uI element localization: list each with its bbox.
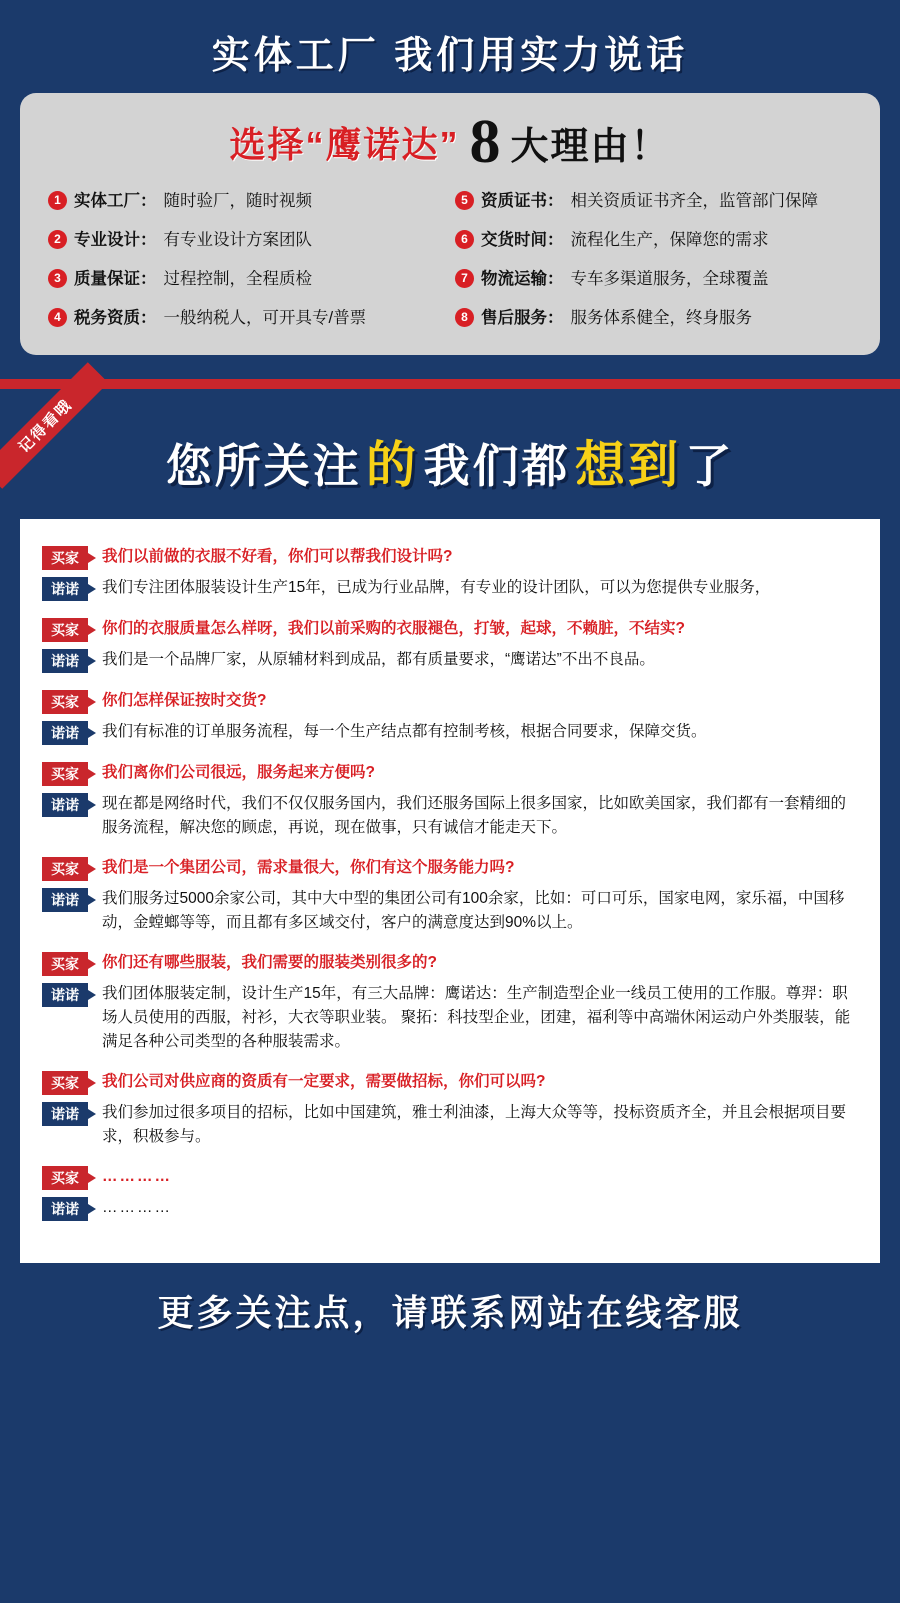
faq-item xyxy=(42,617,854,689)
reasons-title-suffix: 大理由！ xyxy=(510,126,671,169)
seller-tag: 诺诺 xyxy=(42,1197,88,1221)
faq-answer-line xyxy=(42,887,854,935)
faq-question: 你们还有哪些服装，我们需要的服装类别很多的? xyxy=(102,953,437,971)
faq-item xyxy=(42,1070,854,1165)
faq-question: 你们的衣服质量怎么样呀，我们以前采购的衣服褪色，打皱，起球，不赖脏，不结实? xyxy=(102,619,685,637)
reason-number-badge: 8 xyxy=(455,308,474,327)
reasons-grid xyxy=(48,187,852,329)
buyer-tag: 买家 xyxy=(42,1071,88,1095)
buyer-tag: 买家 xyxy=(42,857,88,881)
reason-value: 一般纳税人，可开具专/普票 xyxy=(163,308,367,327)
seller-tag: 诺诺 xyxy=(42,888,88,912)
faq-item xyxy=(42,856,854,951)
buyer-tag: 买家 xyxy=(42,952,88,976)
faq-question: ………… xyxy=(102,1167,172,1185)
reason-item xyxy=(455,187,852,212)
faq-answer: 我们服务过5000余家公司，其中大中型的集团公司有100余家，比如：可口可乐，国家电网，家乐福，中国移动，金螳螂等等，而且都有多区域交付，客户的满意度达到90%以上。 xyxy=(102,889,845,931)
faq-answer: 现在都是网络时代，我们不仅仅服务国内，我们还服务国际上很多国家，比如欧美国家，我们都有一套精细的服务流程，解决您的顾虑，再说，现在做事，只有诚信才能走天下。 xyxy=(102,794,847,836)
faq-question: 我们公司对供应商的资质有一定要求，需要做招标，你们可以吗? xyxy=(102,1072,546,1090)
reason-number-badge: 5 xyxy=(455,191,474,210)
reason-number-badge: 6 xyxy=(455,230,474,249)
reason-number-badge: 4 xyxy=(48,308,67,327)
seller-tag: 诺诺 xyxy=(42,721,88,745)
reason-value: 专车多渠道服务，全球覆盖 xyxy=(570,269,769,288)
faq-headline-part2: 的 xyxy=(366,436,420,493)
corner-ribbon: 记得看哦 xyxy=(0,362,108,489)
faq-item xyxy=(42,689,854,761)
faq-answer: 我们参加过很多项目的招标，比如中国建筑，雅士利油漆，上海大众等等，投标资质齐全，并且会根据项目要求，积极参与。 xyxy=(102,1103,847,1145)
reason-item xyxy=(48,187,445,212)
seller-tag: 诺诺 xyxy=(42,577,88,601)
faq-answer-line xyxy=(42,576,854,601)
faq-list xyxy=(20,519,880,1263)
reason-number-badge: 2 xyxy=(48,230,67,249)
seller-tag: 诺诺 xyxy=(42,983,88,1007)
faq-question: 你们怎样保证按时交货? xyxy=(102,691,267,709)
faq-question-line xyxy=(42,761,854,786)
faq-item xyxy=(42,545,854,617)
reason-key: 质量保证： xyxy=(74,269,157,288)
reasons-title-number: 8 xyxy=(469,108,501,176)
faq-answer: 我们有标准的订单服务流程，每一个生产结点都有控制考核，根据合同要求，保障交货。 xyxy=(102,722,707,740)
buyer-tag: 买家 xyxy=(42,1166,88,1190)
reason-value: 有专业设计方案团队 xyxy=(163,230,312,249)
footer-cta: 更多关注点，请联系网站在线客服 xyxy=(20,1263,880,1360)
faq-question-line xyxy=(42,1070,854,1095)
buyer-tag: 买家 xyxy=(42,618,88,642)
faq-headline xyxy=(20,395,880,519)
faq-answer: 我们团体服装定制，设计生产15年，有三大品牌：鹰诺达：生产制造型企业一线员工使用的工作服。尊羿：职场人员使用的西服，衬衫，大衣等职业装。 聚拓：科技型企业，团建，福利等中高端休闲运动户外类服装，能满足各种公司类型的各种服装需求。 xyxy=(102,984,851,1050)
section-divider xyxy=(0,379,900,389)
buyer-tag: 买家 xyxy=(42,690,88,714)
seller-tag: 诺诺 xyxy=(42,1102,88,1126)
faq-answer: 我们专注团体服装设计生产15年，已成为行业品牌，有专业的设计团队，可以为您提供专业服务， xyxy=(102,578,771,596)
reason-value: 服务体系健全，终身服务 xyxy=(570,308,752,327)
faq-answer-line xyxy=(42,648,854,673)
reason-number-badge: 7 xyxy=(455,269,474,288)
faq-answer-line xyxy=(42,1101,854,1149)
buyer-tag: 买家 xyxy=(42,762,88,786)
faq-headline-part1: 您所关注 xyxy=(165,439,362,492)
reason-number-badge: 3 xyxy=(48,269,67,288)
reason-key: 交货时间： xyxy=(481,230,564,249)
faq-question-line xyxy=(42,545,854,570)
seller-tag: 诺诺 xyxy=(42,649,88,673)
faq-headline-part3: 我们都 xyxy=(423,439,571,492)
faq-answer: ………… xyxy=(102,1198,172,1216)
faq-question-line xyxy=(42,856,854,881)
section1-headline: 实体工厂 我们用实力说话 xyxy=(211,35,689,77)
reason-value: 随时验厂，随时视频 xyxy=(163,191,312,210)
reason-item xyxy=(48,304,445,329)
faq-question: 我们是一个集团公司，需求量很大，你们有这个服务能力吗? xyxy=(102,858,515,876)
reason-key: 资质证书： xyxy=(481,191,564,210)
reason-item xyxy=(455,226,852,251)
faq-answer-line xyxy=(42,720,854,745)
reason-value: 相关资质证书齐全，监管部门保障 xyxy=(570,191,818,210)
factory-reasons-section xyxy=(0,0,900,379)
faq-answer: 我们是一个品牌厂家，从原辅材料到成品，都有质量要求，“鹰诺达”不出不良品。 xyxy=(102,650,655,668)
reason-number-badge: 1 xyxy=(48,191,67,210)
faq-section xyxy=(0,389,900,1360)
seller-tag: 诺诺 xyxy=(42,793,88,817)
reasons-box xyxy=(20,93,880,355)
faq-question-line xyxy=(42,617,854,642)
reasons-title-brand: 选择“鹰诺达” xyxy=(229,124,460,166)
faq-item xyxy=(42,761,854,856)
faq-question-line xyxy=(42,1165,854,1190)
faq-question: 我们以前做的衣服不好看，你们可以帮我们设计吗? xyxy=(102,547,453,565)
reason-key: 售后服务： xyxy=(481,308,564,327)
reasons-title xyxy=(48,108,852,187)
reason-item xyxy=(455,304,852,329)
faq-question-line xyxy=(42,951,854,976)
reason-item xyxy=(455,265,852,290)
faq-question: 我们离你们公司很远，服务起来方便吗? xyxy=(102,763,375,781)
faq-question-line xyxy=(42,689,854,714)
reason-key: 实体工厂： xyxy=(74,191,157,210)
buyer-tag: 买家 xyxy=(42,546,88,570)
reason-key: 税务资质： xyxy=(74,308,157,327)
faq-headline-part5: 了 xyxy=(685,439,735,492)
faq-item xyxy=(42,951,854,1070)
faq-answer-line xyxy=(42,792,854,840)
faq-answer-line xyxy=(42,982,854,1054)
reason-key: 物流运输： xyxy=(481,269,564,288)
reason-item xyxy=(48,265,445,290)
reason-value: 过程控制，全程质检 xyxy=(163,269,312,288)
reason-key: 专业设计： xyxy=(74,230,157,249)
faq-answer-line xyxy=(42,1196,854,1221)
faq-headline-part4: 想到 xyxy=(574,436,681,493)
faq-item xyxy=(42,1165,854,1237)
reason-item xyxy=(48,226,445,251)
reason-value: 流程化生产，保障您的需求 xyxy=(570,230,769,249)
